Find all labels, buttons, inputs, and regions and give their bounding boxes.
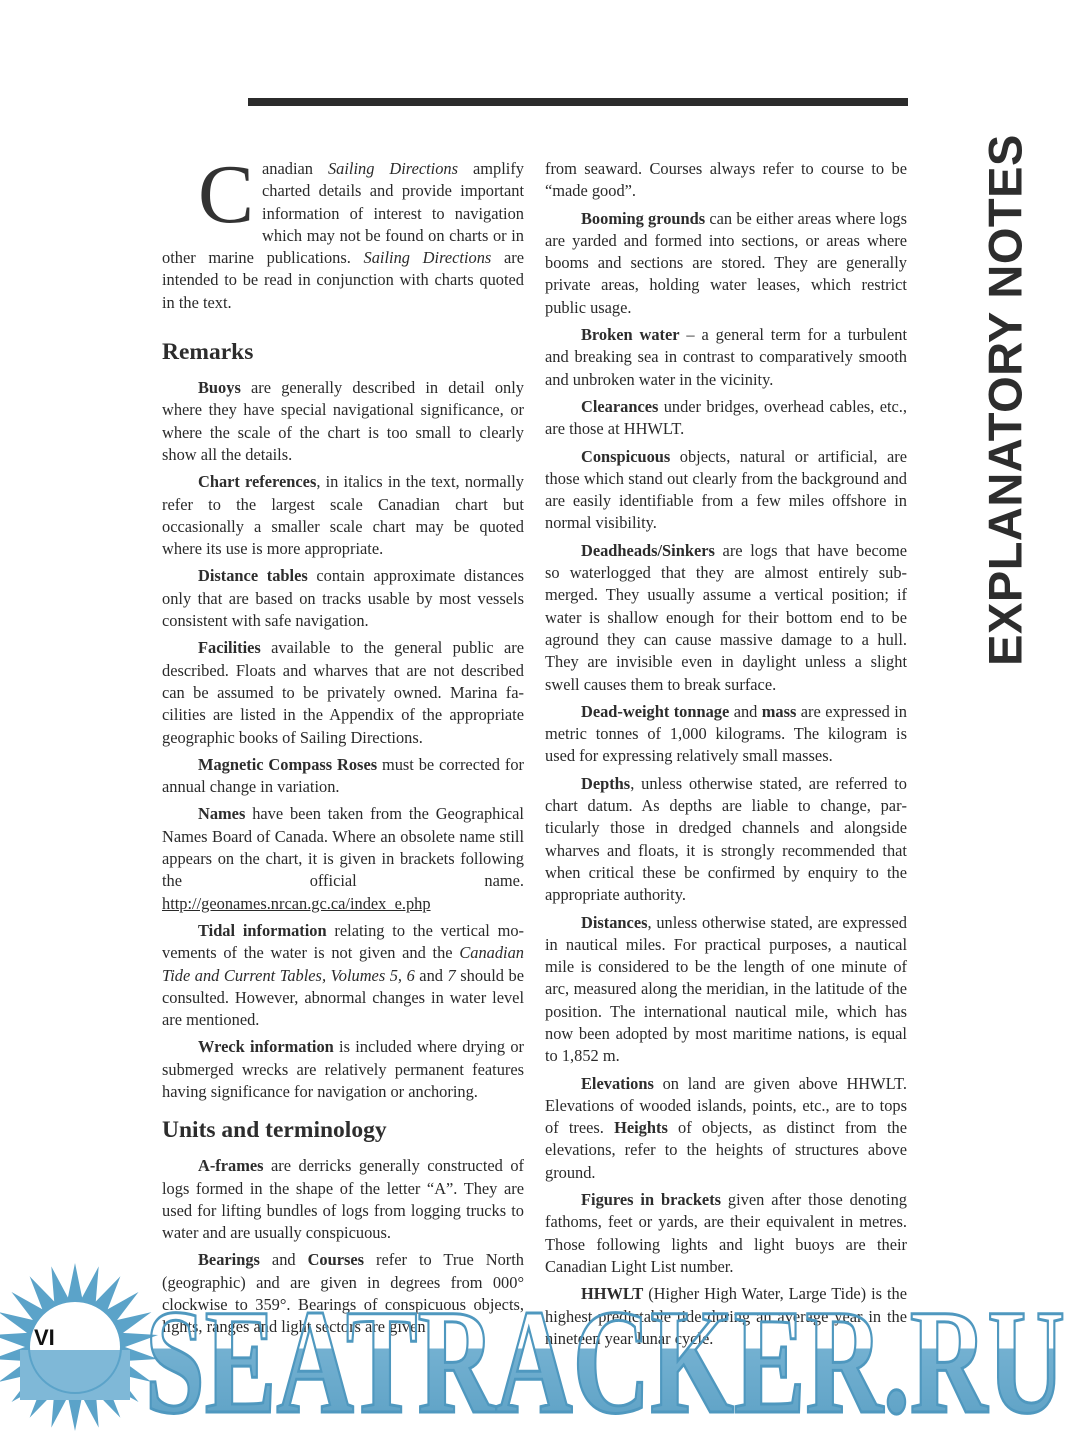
drop-cap: C [198, 148, 255, 241]
unit-conspicuous: Conspicuous objects, natural or artificial, are those which stand out clearly from the background and are easily identifiable from a few miles offshore in normal visibility. [545, 446, 907, 533]
unit-distances: Distances, unless otherwise stated, are expressed in nautical miles. For practical purposes, a nautical mile is considered to be the length of one minute of arc, measured along the meridian, in the latitude of the position. The international nautical mile, which has now been adopted by most maritime nations, is equal to 1,852 m. [545, 912, 907, 1066]
geonames-link[interactable]: http://geonames.nrcan.gc.ca/index_e.php [162, 893, 431, 913]
unit-hhwlt: HHWLT (Higher High Water, Large Tide) is the highest predictable tide during an average year in the nineteen year lunar cycle. [545, 1284, 907, 1348]
page-number: VI [34, 1325, 55, 1350]
intro-paragraph: Canadian Sailing Directions amplify charted details and provide important information of interest to navigation which may not be found on charts or in other marine publications. Sailing Directions are intended to be read in conjunction with charts quoted in the text. [162, 148, 524, 312]
unit-broken-water: Broken water – a general term for a turbulent and breaking sea in contrast to comparatively smooth and unbroken water in the vicinity. [545, 325, 907, 389]
remark-facilities: Facilities available to the general public are described. Floats and wharves that are not described can be assumed to be privately owned. Marina facilities are listed in the Appendix of the appropriate geographic books of Sailing Directions. [162, 638, 524, 747]
watermark-text: SEATRACKER.RU [145, 1290, 1065, 1425]
unit-bearings: Bearings and Courses refer to True North (geographic) and are given in degrees from 000° clockwise to 359°. Bearings of conspicuous objects, lights, ranges and light sectors are given [162, 1250, 524, 1337]
remark-names: Names have been taken from the Geographical Names Board of Canada. Where an obsolete name still appears on the chart, it is given in brackets following the official name. http://geonames.nrcan.gc.ca/index_e.php [162, 804, 524, 913]
starburst-icon [0, 1262, 160, 1432]
remark-wreck-information: Wreck information is included where drying or submerged wrecks are relatively permanent features having significance for navigation or anchoring. [162, 1037, 524, 1101]
unit-depths: Depths, unless otherwise stated, are referred to chart datum. As depths are liable to change, particularly those in dredged channels and alongside wharves and floats, it is strongly recommended that when critical these be confirmed by enquiry to the appropriate authority. [545, 773, 907, 905]
remark-tidal-information: Tidal information relating to the vertical movements of the water is not given and the Canadian Tide and Current Tables, Volumes 5, 6 and 7 should be consulted. However, abnormal changes in water level are mentioned. [162, 920, 524, 1030]
side-title-text: EXPLANATORY NOTES [978, 134, 1032, 666]
unit-a-frames: A-frames are derricks generally constructed of logs formed in the shape of the letter “A”. They are used for lifting bundles of logs from logging trucks to water and are usually conspicuous. [162, 1156, 524, 1243]
unit-booming-grounds: Booming grounds can be either areas where logs are yarded and formed into sections, or areas where booms and sections are stored. They are generally private areas, holding water leases, which restrict public usage. [545, 208, 907, 317]
bearings-continuation: from seaward. Courses always refer to course to be “made good”. [545, 159, 907, 201]
remark-chart-references: Chart references, in italics in the text, normally refer to the largest scale Canadian chart but occasionally a smaller scale chart may be quoted where its use is more appropriate. [162, 472, 525, 559]
units-heading: Units and terminology [162, 1117, 387, 1144]
remarks-heading: Remarks [162, 339, 254, 366]
unit-clearances: Clearances under bridges, overhead cables, etc., are those at HHWLT. [545, 396, 907, 439]
unit-elevations: Elevations on land are given above HHWLT. Elevations of wooded islands, points, etc., are to tops of trees. Heights of objects, as distinct from the elevations, refer to the heights of structures above ground. [545, 1073, 907, 1182]
remark-distance-tables: Distance tables contain approximate distances only that are based on tracks usable by most vessels consistent with safe navigation. [162, 566, 524, 631]
unit-dead-weight-tonnage: Dead-weight tonnage and mass are expressed in metric tonnes of 1,000 kilograms. The kilogram is used for expressing relatively small masses. [545, 701, 907, 766]
right-column [545, 158, 907, 1355]
header-rule [248, 98, 908, 106]
unit-figures-in-brackets: Figures in brackets given after those denoting fathoms, feet or yards, are their equivalent in metres. Those following lights and light buoys are their Canadian Light List number. [545, 1190, 907, 1276]
remark-compass-roses: Magnetic Compass Roses must be corrected for annual change in variation. [162, 754, 524, 797]
unit-deadheads: Deadheads/Sinkers are logs that have become so waterlogged that they are almost entirely submerged. They usually assume a vertical position; if water is shallow enough for their bottom end to be aground they can cause massive damage to a hull. They are invisible even in daylight unless a slight swell causes them to break surface. [545, 540, 907, 694]
remark-buoys: Buoys are generally described in detail only where they have special navigational significance, or where the scale of the chart is too small to clearly show all the details. [162, 378, 524, 464]
left-column [162, 148, 525, 1344]
